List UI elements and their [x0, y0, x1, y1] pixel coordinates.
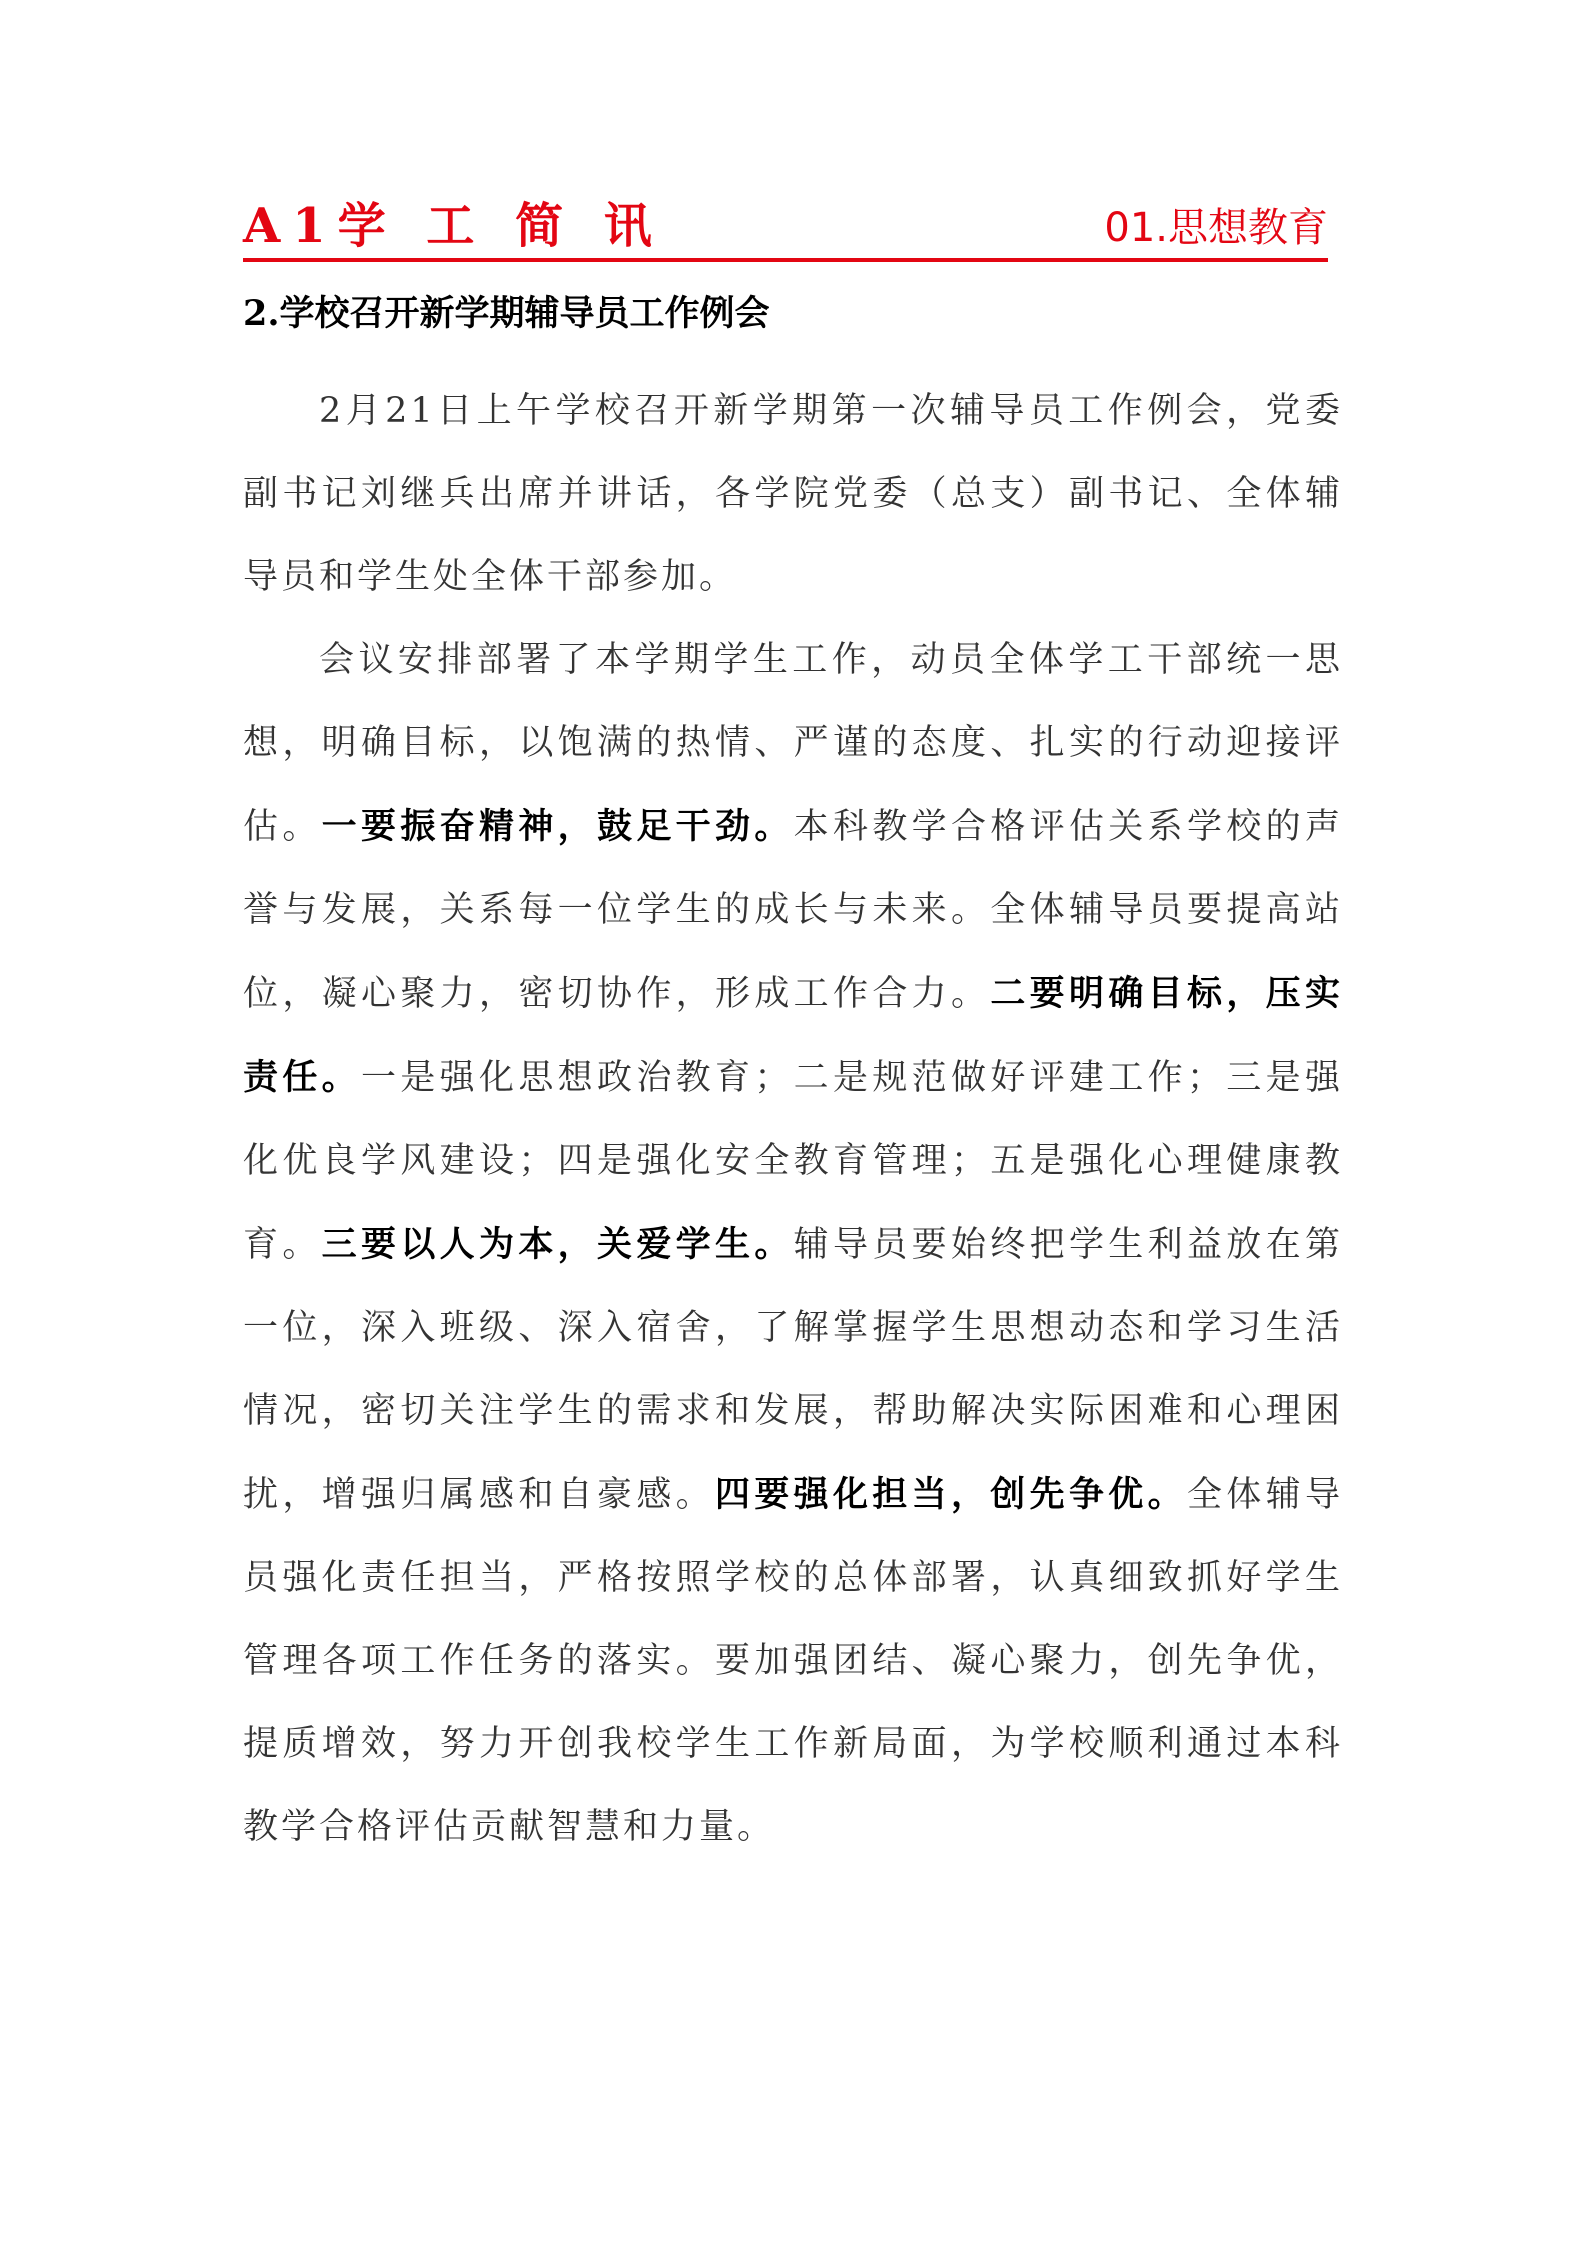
- text-run: 本科教学合格评估关系学校的声誉与发展，关系每一位学生的成长与未来。全体辅导员要提高站位，凝心聚力，密切协作，形成工作合力。: [243, 807, 1343, 1014]
- masthead-section-label: 01.思想教育: [1104, 205, 1328, 251]
- text-run: 2月21日上午学校召开新学期第一次辅导员工作例会，党委副书记刘继兵出席并讲话，各学院党委（总支）副书记、全体辅导员和学生处全体干部参加。: [243, 391, 1343, 597]
- bold-key-point-4: 四要强化担当，创先争优。: [714, 1474, 1187, 1515]
- article-headline: 2.学校召开新学期辅导员工作例会: [243, 293, 770, 334]
- masthead-title: A1学 工 简 讯: [243, 198, 664, 254]
- article-body: [243, 370, 1343, 1869]
- text-run: 辅导员要始终把学生利益放在第一位，深入班级、深入宿舍，了解掌握学生思想动态和学习生活情况，密切关注学生的需求和发展，帮助解决实际困难和心理困扰，增强归属感和自豪感。: [243, 1225, 1343, 1515]
- paragraph-1: [243, 370, 1343, 619]
- bold-key-point-3: 三要以人为本，关爱学生。: [321, 1224, 794, 1265]
- text-run: 全体辅导员强化责任担当，严格按照学校的总体部署，认真细致抓好学生管理各项工作任务的落实。要加强团结、凝心聚力，创先争优，提质增效，努力开创我校学生工作新局面，为学校顺利通过本科教学合格评估贡献智慧和力量。: [243, 1475, 1343, 1847]
- text-run: 一是强化思想政治教育；二是规范做好评建工作；三是强化优良学风建设；四是强化安全教育管理；五是强化心理健康教育。: [243, 1058, 1343, 1265]
- bold-key-point-1: 一要振奋精神，鼓足干劲。: [321, 806, 794, 847]
- masthead-divider: [243, 258, 1328, 262]
- masthead: [243, 196, 1328, 262]
- bold-key-point-2: 二要明确目标，压实责任。: [243, 973, 1343, 1098]
- text-run: 会议安排部署了本学期学生工作，动员全体学工干部统一思想，明确目标，以饱满的热情、严谨的态度、扎实的行动迎接评估。: [243, 640, 1343, 847]
- paragraph-2: [243, 619, 1343, 1869]
